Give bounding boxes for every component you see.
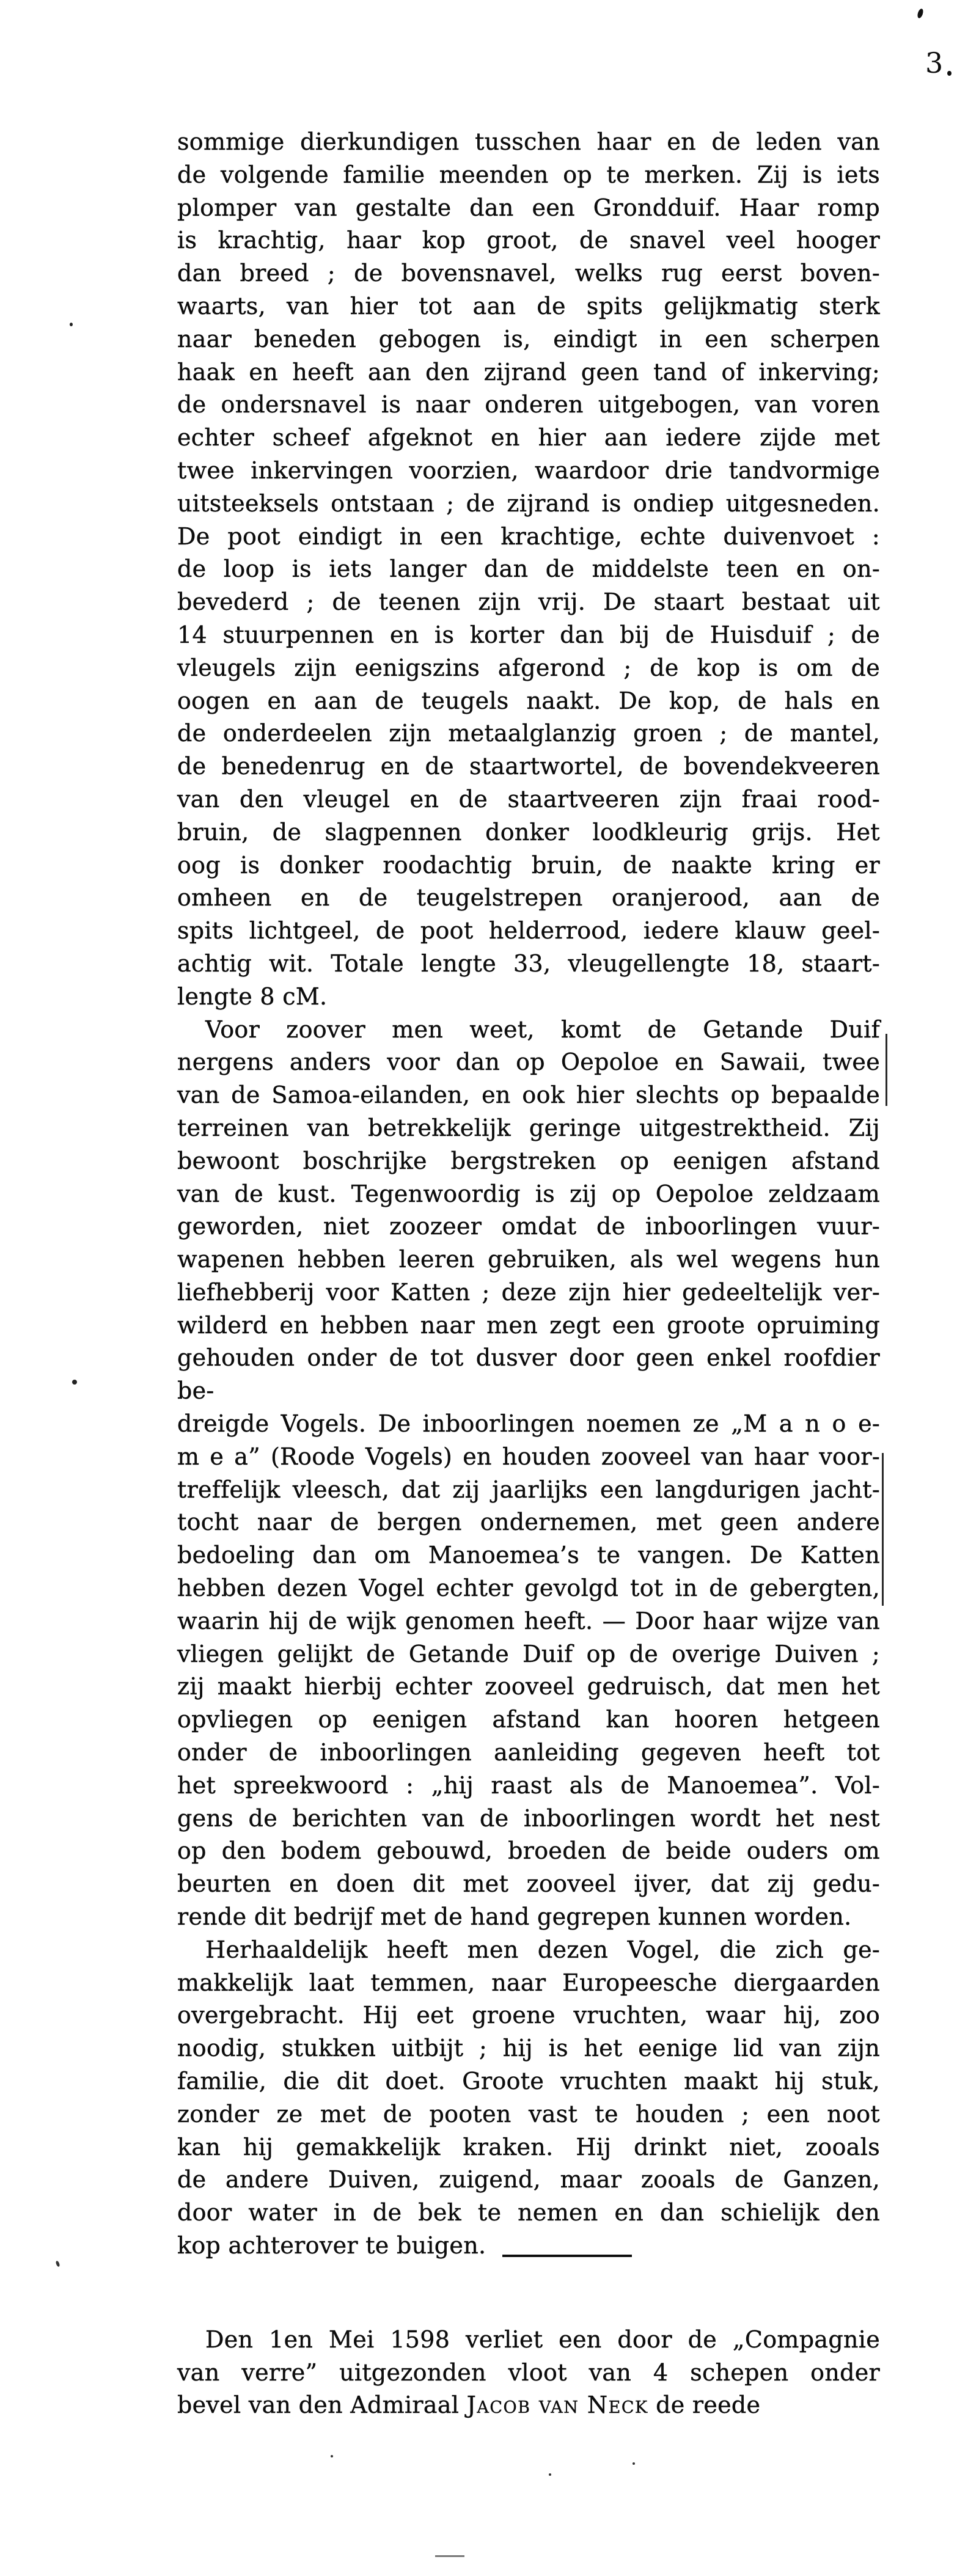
text-line: Herhaaldelijk heeft men dezen Vogel, die zich ge- — [205, 1936, 880, 1963]
margin-line-right-upper — [886, 1034, 887, 1106]
text-line: zonder ze met de pooten vast te houden ; een noot — [177, 2100, 880, 2128]
text-line: de ondersnavel is naar onderen uitgebogen, van voren — [177, 391, 880, 419]
text-line: kan hij gemakkelijk kraken. Hij drinkt niet, zooals — [177, 2133, 880, 2161]
text-line: noodig, stukken uitbijt ; hij is het eenige lid van zijn — [177, 2035, 880, 2062]
text-line: waarts, van hier tot aan de spits gelijkmatig sterk — [177, 292, 880, 320]
text-line: vliegen gelijkt de Getande Duif op de overige Duiven ; — [177, 1640, 880, 1667]
text-line: zij maakt hierbij echter zooveel gedruisch, dat men het — [177, 1673, 880, 1700]
scan-speck-bottom-right — [632, 2462, 635, 2465]
text-line: onder de inboorlingen aanleiding gegeven heeft tot — [177, 1739, 880, 1766]
text-line: gens de berichten van de inboorlingen wordt het nest — [177, 1804, 880, 1832]
text-line: de loop is iets langer dan de middelste teen en on- — [177, 555, 880, 583]
text-line: haak en heeft aan den zijrand geen tand of inkerving; — [177, 358, 880, 386]
text-line: overgebracht. Hij eet groene vruchten, waar hij, zoo — [177, 2002, 880, 2029]
text-line: de benedenrug en de staartwortel, de bovendekveeren — [177, 753, 880, 780]
text-line: de andere Duiven, zuigend, maar zooals de Ganzen, — [177, 2166, 880, 2194]
text-line: bedoeling dan om Manoemea’s te vangen. De Katten — [177, 1542, 880, 1569]
text-line: beurten en doen dit met zooveel ijver, dat zij gedu- — [177, 1870, 880, 1898]
scan-speck-bottom-center — [549, 2473, 551, 2476]
text-line: bewoont boschrijke bergstreken op eenigen afstand — [177, 1147, 880, 1174]
text-line: van de Samoa-eilanden, en ook hier slechts op bepaalde — [177, 1081, 880, 1109]
scan-speck-left-margin-upper — [70, 323, 73, 326]
text-line: oog is donker roodachtig bruin, de naakte kring er — [177, 851, 880, 879]
text-line: de volgende familie meenden op te merken. Zij is iets — [177, 161, 880, 188]
scan-speck-left-margin-middle — [72, 1380, 77, 1385]
paragraph — [177, 1014, 880, 1934]
text-line: De poot eindigt in een krachtige, echte duivenvoet : — [177, 522, 880, 550]
text-line: rende dit bedrijf met de hand gegrepen kunnen worden. — [177, 1903, 852, 1931]
text-line — [177, 2389, 880, 2422]
text-line: achtig wit. Totale lengte 33, vleugellengte 18, staart- — [177, 950, 880, 977]
text-line: geworden, niet zoozeer omdat de inboorlingen vuur- — [177, 1213, 880, 1240]
text-line: spits lichtgeel, de poot helderrood, iedere klauw geel- — [177, 917, 880, 945]
text-line: treffelijk vleesch, dat zij jaarlijks een langdurigen jacht- — [177, 1476, 880, 1503]
paragraph — [177, 1934, 880, 2263]
margin-line-right-lower — [882, 1453, 884, 1606]
text-line: is krachtig, haar kop groot, de snavel veel hooger — [177, 227, 880, 254]
text-line: hebben dezen Vogel echter gevolgd tot in de gebergten, — [177, 1575, 880, 1602]
text-line: door water in de bek te nemen en dan schielijk den — [177, 2199, 880, 2227]
text-line: tocht naar de bergen ondernemen, met geen andere — [177, 1509, 880, 1536]
text-line: opvliegen op eenigen afstand kan hooren hetgeen — [177, 1706, 880, 1733]
text-line: lengte 8 cM. — [177, 982, 328, 1010]
text-line: familie, die dit doet. Groote vruchten maakt hij stuk, — [177, 2068, 880, 2095]
section-divider-rule — [502, 2255, 632, 2257]
person-name-smallcaps: Jacob van Neck — [466, 2391, 648, 2419]
text-line: sommige dierkundigen tusschen haar en de leden van — [177, 128, 880, 155]
text-line: van den vleugel en de staartveeren zijn fraai rood- — [177, 785, 880, 813]
text-line: liefhebberij voor Katten ; deze zijn hier gedeeltelijk ver- — [177, 1278, 880, 1306]
text-line: m e a” (Roode Vogels) en houden zooveel van haar voor- — [177, 1443, 880, 1470]
text-line: waarin hij de wijk genomen heeft. — Door haar wijze van — [177, 1607, 880, 1634]
scan-speck-after-page-number — [947, 71, 952, 76]
scan-speck-bottom-left — [331, 2455, 333, 2457]
text-line: wilderd en hebben naar men zegt een groote opruiming — [177, 1311, 880, 1339]
text-line: het spreekwoord : „hij raast als de Manoemea”. Vol- — [177, 1771, 880, 1799]
text-line: vleugels zijn eenigszins afgerond ; de kop is om de — [177, 654, 880, 681]
page-number: 3 — [925, 46, 944, 79]
text-segment: bevel van den Admiraal — [177, 2391, 467, 2419]
text-line: bruin, de slagpennen donker loodkleurig grijs. Het — [177, 818, 880, 846]
text-line: naar beneden gebogen is, eindigt in een scherpen — [177, 325, 880, 353]
scan-speck-top-right-comma — [917, 8, 925, 19]
text-segment: de reede — [648, 2391, 761, 2419]
text-line: op den bodem gebouwd, broeden de beide ouders om — [177, 1837, 880, 1865]
text-line: gehouden onder de tot dusver door geen enkel roofdier be- — [177, 1344, 880, 1405]
text-line: terreinen van betrekkelijk geringe uitgestrektheid. Zij — [177, 1114, 880, 1141]
text-line: Voor zoover men weet, komt de Getande Duif — [205, 1015, 880, 1043]
scan-speck-left-margin-lower-comma — [55, 2260, 60, 2267]
text-line: wapenen hebben leeren gebruiken, als wel wegens hun — [177, 1246, 880, 1273]
paragraph — [177, 126, 880, 1014]
text-column — [177, 126, 880, 2422]
text-line: uitsteeksels ontstaan ; de zijrand is ondiep uitgesneden. — [177, 489, 880, 517]
text-line: twee inkervingen voorzien, waardoor drie tandvormige — [177, 456, 880, 484]
text-line: Den 1en Mei 1598 verliet een door de „Compagnie — [205, 2325, 880, 2353]
paragraph — [177, 2324, 880, 2422]
text-line: bevederd ; de teenen zijn vrij. De staart bestaat uit — [177, 588, 880, 616]
text-line: kop achterover te buigen. — [177, 2232, 486, 2259]
text-line: makkelijk laat temmen, naar Europeesche diergaarden — [177, 1969, 880, 1996]
text-line: 14 stuurpennen en is korter dan bij de Huisduif ; de — [177, 621, 880, 648]
text-line: plomper van gestalte dan een Grondduif. Haar romp — [177, 194, 880, 221]
scan-mark-bottom-dash — [435, 2555, 464, 2557]
text-line: van de kust. Tegenwoordig is zij op Oepoloe zeldzaam — [177, 1180, 880, 1207]
text-line: de onderdeelen zijn metaalglanzig groen ; de mantel, — [177, 720, 880, 747]
text-line: dan breed ; de bovensnavel, welks rug eerst boven- — [177, 260, 880, 287]
text-line: echter scheef afgeknot en hier aan iedere zijde met — [177, 424, 880, 452]
text-line: van verre” uitgezonden vloot van 4 schepen onder — [177, 2358, 880, 2386]
text-line: nergens anders voor dan op Oepoloe en Sawaii, twee — [177, 1048, 880, 1076]
text-line: omheen en de teugelstrepen oranjerood, aan de — [177, 884, 880, 912]
text-line: dreigde Vogels. De inboorlingen noemen ze „M a n o e- — [177, 1410, 880, 1438]
text-line: oogen en aan de teugels naakt. De kop, de hals en — [177, 687, 880, 714]
